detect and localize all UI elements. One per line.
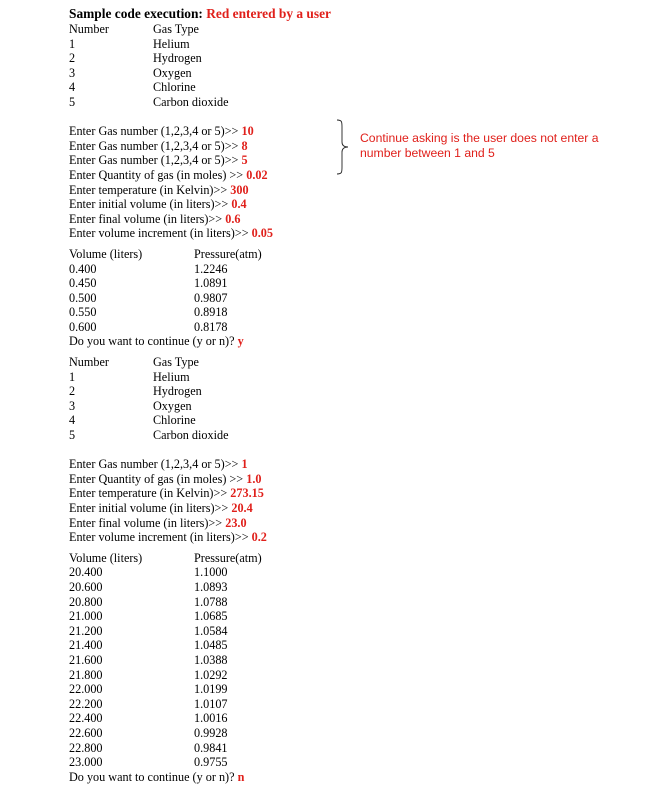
- results-header: [69, 247, 629, 262]
- prompt-line: [69, 516, 629, 531]
- results-row: [69, 638, 629, 653]
- gas-table-row: [69, 413, 629, 428]
- user-input-value: 0.4: [231, 197, 247, 212]
- results-row: [69, 726, 629, 741]
- volume-value: 21.400: [69, 638, 103, 653]
- pressure-value: 0.8918: [194, 305, 228, 320]
- volume-value: 0.500: [69, 290, 97, 305]
- prompt-label: Enter final volume (in liters)>>: [69, 211, 226, 226]
- run2-results-table: [69, 551, 629, 770]
- gas-number: 5: [69, 94, 76, 109]
- number-header: Number: [69, 355, 109, 370]
- results-row: [69, 609, 629, 624]
- pressure-value: 1.0891: [194, 276, 228, 291]
- gas-table: [69, 355, 629, 443]
- gas-table-header: [69, 355, 629, 370]
- gas-type: Chlorine: [153, 413, 196, 428]
- user-input-value: 0.05: [251, 226, 273, 241]
- gas-table-row: [69, 95, 629, 110]
- volume-header: Volume (liters): [69, 246, 143, 261]
- run1-results-table: [69, 247, 629, 335]
- prompt-line: [69, 226, 629, 241]
- pressure-value: 1.0788: [194, 594, 228, 609]
- curly-brace-icon: [335, 119, 349, 175]
- number-header: Number: [69, 22, 109, 36]
- gas-type-header: Gas Type: [153, 355, 199, 370]
- results-row: [69, 624, 629, 639]
- prompt-label: Enter volume increment (in liters)>>: [69, 530, 252, 545]
- volume-value: 0.400: [69, 261, 97, 276]
- gas-table-row: [69, 428, 629, 443]
- gas-number: 1: [69, 369, 76, 384]
- prompt-label: Enter Gas number (1,2,3,4 or 5)>>: [69, 138, 242, 153]
- pressure-value: 0.9841: [194, 740, 228, 755]
- user-input-value: 273.15: [230, 486, 264, 501]
- prompt-label: Enter Quantity of gas (in moles) >>: [69, 167, 247, 182]
- volume-value: 23.000: [69, 755, 103, 770]
- gas-table-row: [69, 80, 629, 95]
- pressure-value: 1.2246: [194, 261, 228, 276]
- run2-prompts: [69, 457, 629, 545]
- continue-label: Do you want to continue (y or n)?: [69, 769, 238, 784]
- gas-type: Oxygen: [153, 398, 192, 413]
- user-input-value: 5: [241, 153, 248, 168]
- pressure-value: 1.0584: [194, 623, 228, 638]
- pressure-header: Pressure(atm): [194, 550, 262, 565]
- pressure-value: 1.0388: [194, 652, 228, 667]
- continue-label: Do you want to continue (y or n)?: [69, 334, 238, 349]
- results-row: [69, 595, 629, 610]
- page-heading: [69, 6, 629, 22]
- results-row: [69, 262, 629, 277]
- prompt-line: [69, 501, 629, 516]
- gas-number: 4: [69, 413, 76, 428]
- volume-value: 0.550: [69, 305, 97, 320]
- gas-type: Carbon dioxide: [153, 428, 229, 443]
- prompt-line: [69, 457, 629, 472]
- gas-number: 2: [69, 384, 76, 399]
- prompt-line: [69, 197, 629, 212]
- volume-value: 22.200: [69, 696, 103, 711]
- volume-value: 20.800: [69, 594, 103, 609]
- annotation-note: Continue asking is the user does not enter a number between 1 and 5: [360, 131, 599, 160]
- gas-table: [69, 22, 629, 110]
- results-header: [69, 551, 629, 566]
- results-row: [69, 320, 629, 335]
- prompt-label: Enter temperature (in Kelvin)>>: [69, 182, 231, 197]
- pressure-value: 0.8178: [194, 319, 228, 334]
- gas-type: Hydrogen: [153, 51, 202, 66]
- gas-type: Helium: [153, 369, 190, 384]
- results-row: [69, 291, 629, 306]
- gas-number: 4: [69, 80, 76, 95]
- continue-value: y: [237, 334, 244, 349]
- volume-value: 20.400: [69, 565, 103, 580]
- prompt-line: [69, 168, 629, 183]
- volume-value: 22.400: [69, 711, 103, 726]
- results-row: [69, 711, 629, 726]
- volume-value: 20.600: [69, 579, 103, 594]
- prompt-label: Enter Gas number (1,2,3,4 or 5)>>: [69, 124, 242, 139]
- user-input-value: 0.02: [246, 167, 268, 182]
- document-page: [69, 6, 629, 784]
- prompt-label: Enter volume increment (in liters)>>: [69, 226, 252, 241]
- prompt-label: Enter final volume (in liters)>>: [69, 515, 226, 530]
- prompt-label: Enter Gas number (1,2,3,4 or 5)>>: [69, 457, 242, 472]
- user-input-value: 300: [230, 182, 249, 197]
- gas-number: 1: [69, 36, 76, 51]
- heading-highlight: Red entered by a user: [206, 6, 331, 21]
- gas-type-header: Gas Type: [153, 22, 199, 36]
- gas-type: Oxygen: [153, 65, 192, 80]
- results-row: [69, 755, 629, 770]
- gas-type: Helium: [153, 36, 190, 51]
- gas-table-header: [69, 22, 629, 37]
- prompt-label: Enter initial volume (in liters)>>: [69, 197, 232, 212]
- results-row: [69, 741, 629, 756]
- prompt-label: Enter initial volume (in liters)>>: [69, 501, 232, 515]
- pressure-value: 1.1000: [194, 565, 228, 580]
- prompt-label: Enter Quantity of gas (in moles) >>: [69, 471, 247, 486]
- prompt-line: [69, 486, 629, 501]
- pressure-value: 1.0199: [194, 682, 228, 697]
- pressure-value: 1.0107: [194, 696, 228, 711]
- volume-value: 22.600: [69, 725, 103, 740]
- gas-number: 2: [69, 51, 76, 66]
- gas-table-row: [69, 37, 629, 52]
- heading-prefix: Sample code execution:: [69, 6, 207, 21]
- user-input-value: 23.0: [225, 515, 247, 530]
- pressure-header: Pressure(atm): [194, 246, 262, 261]
- gas-type: Chlorine: [153, 80, 196, 95]
- results-row: [69, 653, 629, 668]
- volume-value: 21.000: [69, 609, 103, 624]
- pressure-value: 1.0016: [194, 711, 228, 726]
- volume-value: 21.200: [69, 623, 103, 638]
- pressure-value: 1.0292: [194, 667, 228, 682]
- volume-header: Volume (liters): [69, 550, 143, 565]
- volume-value: 21.800: [69, 667, 103, 682]
- volume-value: 0.450: [69, 276, 97, 291]
- user-input-value: 20.4: [231, 501, 253, 515]
- gas-table-row: [69, 370, 629, 385]
- volume-value: 22.800: [69, 740, 103, 755]
- volume-value: 21.600: [69, 652, 103, 667]
- prompt-line: [69, 472, 629, 487]
- pressure-value: 0.9807: [194, 290, 228, 305]
- user-input-value: 1: [241, 457, 248, 472]
- gas-table-row: [69, 399, 629, 414]
- user-input-value: 1.0: [246, 471, 262, 486]
- run2-continue-line: [69, 770, 629, 785]
- pressure-value: 1.0893: [194, 579, 228, 594]
- results-row: [69, 682, 629, 697]
- pressure-value: 0.9755: [194, 755, 228, 770]
- pressure-value: 1.0485: [194, 638, 228, 653]
- gas-number: 5: [69, 428, 76, 443]
- prompt-label: Enter temperature (in Kelvin)>>: [69, 486, 231, 501]
- user-input-value: 0.2: [251, 530, 267, 545]
- gas-type: Carbon dioxide: [153, 94, 229, 109]
- gas-type: Hydrogen: [153, 384, 202, 399]
- prompt-line: [69, 183, 629, 198]
- results-row: [69, 668, 629, 683]
- prompt-label: Enter Gas number (1,2,3,4 or 5)>>: [69, 153, 242, 168]
- results-row: [69, 580, 629, 595]
- prompt-line: [69, 212, 629, 227]
- run1-continue-line: [69, 334, 629, 349]
- volume-value: 22.000: [69, 682, 103, 697]
- user-input-value: 0.6: [225, 211, 241, 226]
- gas-number: 3: [69, 65, 76, 80]
- prompt-line: [69, 530, 629, 545]
- continue-value: n: [237, 769, 245, 784]
- user-input-value: 8: [241, 138, 248, 153]
- pressure-value: 1.0685: [194, 609, 228, 624]
- gas-table-row: [69, 384, 629, 399]
- gas-table-row: [69, 66, 629, 81]
- pressure-value: 0.9928: [194, 725, 228, 740]
- results-row: [69, 697, 629, 712]
- volume-value: 0.600: [69, 319, 97, 334]
- gas-table-row: [69, 51, 629, 66]
- results-row: [69, 305, 629, 320]
- results-row: [69, 565, 629, 580]
- gas-number: 3: [69, 398, 76, 413]
- user-input-value: 10: [241, 124, 254, 139]
- results-row: [69, 276, 629, 291]
